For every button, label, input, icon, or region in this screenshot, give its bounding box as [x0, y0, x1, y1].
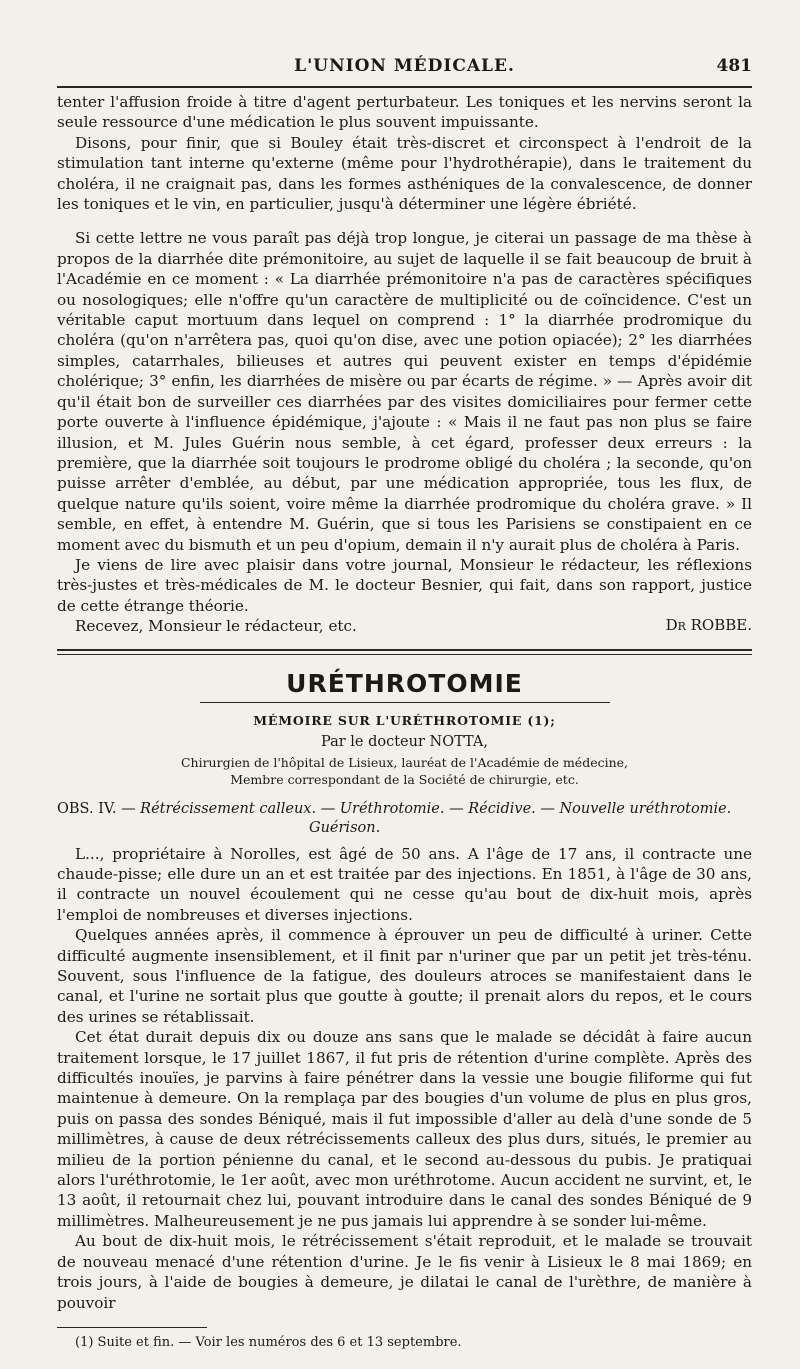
observation-heading — [57, 800, 752, 838]
running-title: L'UNION MÉDICALE. — [294, 56, 515, 76]
observation-label: OBS. IV. — [57, 800, 117, 817]
footnote: (1) Suite et fin. — Voir les numéros des 6 et 13 septembre. — [75, 1334, 462, 1350]
letter-paragraph: Disons, pour finir, que si Bouley était très-discret et circonspect à l'endroit de la stimulation tant interne qu'externe (même pour l'hydrothérapie), dans le traitement du choléra, il ne craignait pas, dans les formes asthéniques de la convalescence, de donner les toniques et le vin, en particulier, jusqu'à déterminer une légère ébriété. — [57, 133, 752, 214]
article-paragraph: Au bout de dix-huit mois, le rétrécissement s'était reproduit, et le malade se trouvait de nouveau menacé d'une rétention d'urine. Je le fis venir à Lisieux le 8 mai 1869; en trois jours, à l'aide de bougies à demeure, je dilatai le canal de l'urèthre, de manière à pouvoir — [57, 1232, 752, 1312]
letter-paragraph: Si cette lettre ne vous paraît pas déjà trop longue, je citerai un passage de ma thèse à propos de la diarrhée dite prémonitoire, au sujet de laquelle il se fait beaucoup de bruit à l'Académie en ce moment : « La diarrhée prémonitoire n'a pas de caractères spécifiques ou nosologiques; elle n'offre qu'un caractère de multiplicité ou de coïncidence. C'est un véritable caput mortuum dans lequel on comprend : 1° la diarrhée prodromique du choléra (qu'on n'arrêtera pas, quoi qu'on dise, avec une potion opiacée); 2° les diarrhées simples, catarrhales, bilieuses et autres qui peuvent exister en temps d'épidémie cholérique; 3° enfin, les diarrhées de misère ou par écarts de régime. » — Après avoir dit qu'il était bon de surveiller ces diarrhées par des visites domiciliaires pour fermer cette porte ouverte à l'influence épidémique, j'ajoute : « Mais il ne faut pas non plus se faire illusion, et M. Jules Guérin nous semble, à cet égard, professer deux erreurs : la première, que la diarrhée soit toujours le prodrome obligé du choléra ; la seconde, qu'on puisse arrêter d'emblée, au début, par une médication appropriée, tous les flux, de quelque nature qu'ils soient, voire même la diarrhée prodromique du choléra grave. » Il semble, en effet, à entendre M. Guérin, que si tous les Parisiens se constipaient en ce moment avec du bismuth et un peu d'opium, demain il n'y aurait plus de choléra à Paris. — [57, 229, 752, 554]
article-paragraph: Quelques années après, il commence à éprouver un peu de difficulté à uriner. Cette difficulté augmente insensiblement, et il finit par n'uriner que par un petit jet très-ténu. Souvent, sous l'influence de la fatigue, des douleurs atroces se manifestaient dans le canal, et l'urine ne sortait plus que goutte à goutte; il prenait alors du repos, et le cours des urines se rétablissait. — [57, 926, 752, 1026]
running-header — [57, 52, 752, 88]
title-underline — [200, 702, 610, 703]
signature: Dr ROBBE. — [665, 616, 752, 635]
author-prefix: Par le docteur — [320, 733, 425, 750]
memoir-line: MÉMOIRE SUR L'URÉTHROTOMIE (1); — [253, 712, 556, 728]
affiliation-line: Chirurgien de l'hôpital de Lisieux, lauréat de l'Académie de médecine, — [180, 754, 629, 770]
author-affiliation — [57, 754, 752, 788]
observation-title-continued: Guérison. — [309, 819, 381, 836]
article-paragraph: L..., propriétaire à Norolles, est âgé de 50 ans. A l'âge de 17 ans, il contracte une chaude-pisse; elle dure un an et est traitée par des injections. En 1851, à l'âge de 30 ans, il contracte un nouvel écoulement qui ne cesse qu'au bout de dix-huit mois, après l'emploi de nombreuses et diverses injections. — [57, 844, 752, 924]
article-section — [57, 669, 752, 1351]
observation-title: — Rétrécissement calleux. — Uréthrotomie. — Récidive. — Nouvelle uréthrotomie. — [121, 800, 732, 817]
letter-section — [57, 92, 752, 637]
section-title: URÉTHROTOMIE — [286, 668, 523, 698]
author-name: NOTTA, — [429, 733, 489, 750]
letter-paragraph: Je viens de lire avec plaisir dans votre journal, Monsieur le rédacteur, les réflexions très-justes et très-médicales de M. le docteur Besnier, qui fait, dans son rapport, justice de cette étrange théorie. — [57, 555, 752, 615]
closing-line: Recevez, Monsieur le rédacteur, etc. — [75, 617, 357, 636]
letter-signoff — [57, 616, 752, 636]
page-number: 481 — [716, 56, 752, 76]
letter-paragraph: tenter l'affusion froide à titre d'agent perturbateur. Les toniques et les nervins seront la seule ressource d'une médication le plus souvent impuissante. — [57, 93, 752, 132]
author-line — [57, 734, 752, 750]
article-paragraph: Cet état durait depuis dix ou douze ans sans que le malade se décidât à faire aucun traitement lorsque, le 17 juillet 1867, il fut pris de rétention d'urine complète. Après des difficultés inouïes, je parvins à faire pénétrer dans la vessie une bougie filiforme qui fut maintenue à demeure. On la remplaça par des bougies d'un volume de plus en plus gros, puis on passa des sondes Béniqué, mais il fut impossible d'aller au delà d'une sonde de 5 millimètres, à cause de deux rétrécissements calleux des plus durs, situés, le premier au milieu de la portion pénienne du canal, et le second au-dessous du pubis. Je pratiquai alors l'uréthrotomie, le 1er août, avec mon uréthrotome. Aucun accident ne survint, et, le 13 août, il retournait chez lui, pouvant introduire dans le canal des sondes Béniqué de 9 millimètres. Malheureusement je ne pus jamais lui apprendre à se sonder lui-même. — [57, 1028, 752, 1230]
affiliation-line: Membre correspondant de la Société de chirurgie, etc. — [230, 771, 579, 787]
footnote-rule — [57, 1327, 207, 1328]
section-divider — [57, 649, 752, 655]
